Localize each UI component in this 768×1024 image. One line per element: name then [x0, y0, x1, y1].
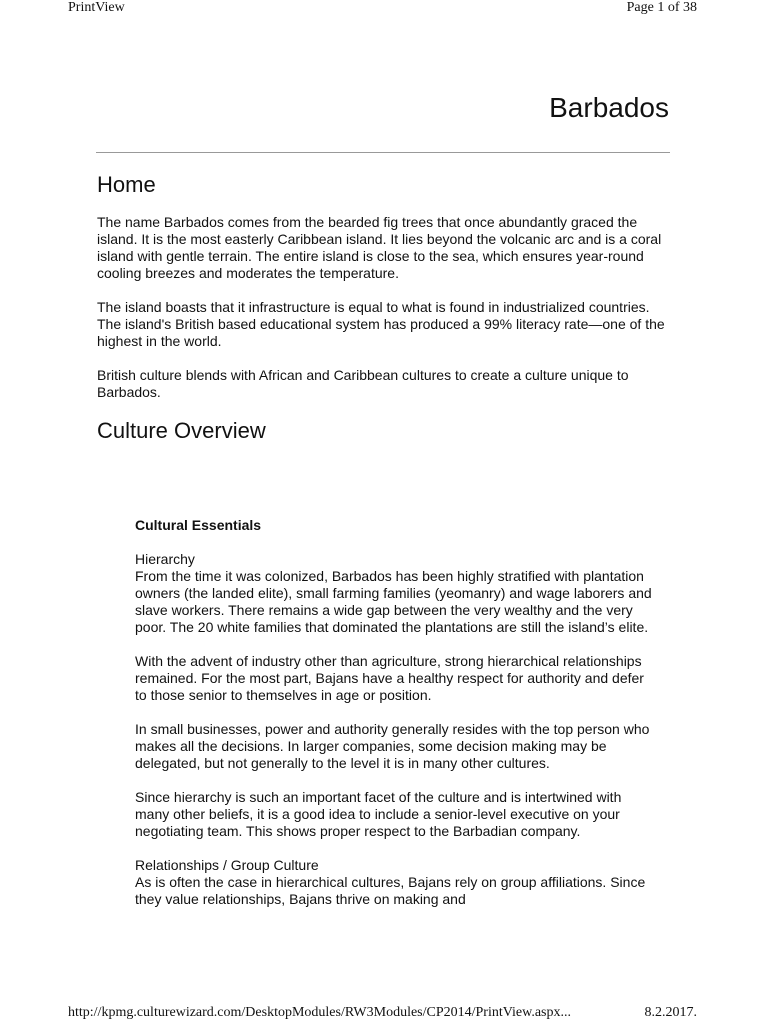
print-footer-date: 8.2.2017.: [644, 1005, 697, 1020]
home-paragraph-3: British culture blends with African and Caribbean cultures to create a culture unique to Barbados.: [97, 367, 629, 400]
home-paragraph-1: The name Barbados comes from the bearded fig trees that once abundantly graced the island. It is the most easterly Caribbean island. It lies beyond the volcanic arc and is a coral island with gentle terrain. The entire island is close to the sea, which ensures year-round cooling breezes and moderates the temperature.: [97, 214, 662, 281]
home-paragraph-2: The island boasts that it infrastructure is equal to what is found in industrialized countries. The island's British based educational system has produced a 99% literacy rate—one of the highest in the world.: [97, 299, 665, 349]
hierarchy-paragraph-3: In small businesses, power and authority generally resides with the top person who makes all the decisions. In larger companies, some decision making may be delegated, but not generally to the level it is in many other cultures.: [135, 721, 650, 771]
document-title: Barbados: [549, 92, 669, 123]
print-footer-url: http://kpmg.culturewizard.com/DesktopModules/RW3Modules/CP2014/PrintView.aspx...: [68, 1005, 571, 1020]
hierarchy-paragraph-4: Since hierarchy is such an important facet of the culture and is intertwined with many other beliefs, it is a good idea to include a senior-level executive on your negotiating team. This shows proper respect to the Barbadian company.: [135, 789, 622, 839]
home-heading: Home: [97, 172, 156, 197]
hierarchy-paragraph-2: With the advent of industry other than agriculture, strong hierarchical relationships remained. For the most part, Bajans have a healthy respect for authority and defer to those senior to themselves in age or position.: [135, 653, 644, 703]
hierarchy-paragraph-1: From the time it was colonized, Barbados has been highly stratified with plantation owners (the landed elite), small farming families (yeomanry) and wage laborers and slave workers. There remains a wide gap between the very wealthy and the very poor. The 20 white families that dominated the plantations are still the island’s elite.: [135, 568, 652, 635]
relationships-paragraph: As is often the case in hierarchical cultures, Bajans rely on group affiliations. Since they value relationships, Bajans thrive on making and: [135, 874, 646, 907]
culture-overview-heading: Culture Overview: [97, 418, 266, 443]
hierarchy-heading: Hierarchy: [135, 551, 195, 567]
cultural-essentials-section: [135, 516, 655, 925]
relationships-heading: Relationships / Group Culture: [135, 857, 319, 873]
main-content: [97, 168, 672, 448]
print-header-title: PrintView: [68, 0, 125, 15]
title-divider: [96, 152, 670, 153]
cultural-essentials-heading: Cultural Essentials: [135, 517, 262, 533]
print-header-page-number: Page 1 of 38: [626, 0, 697, 15]
